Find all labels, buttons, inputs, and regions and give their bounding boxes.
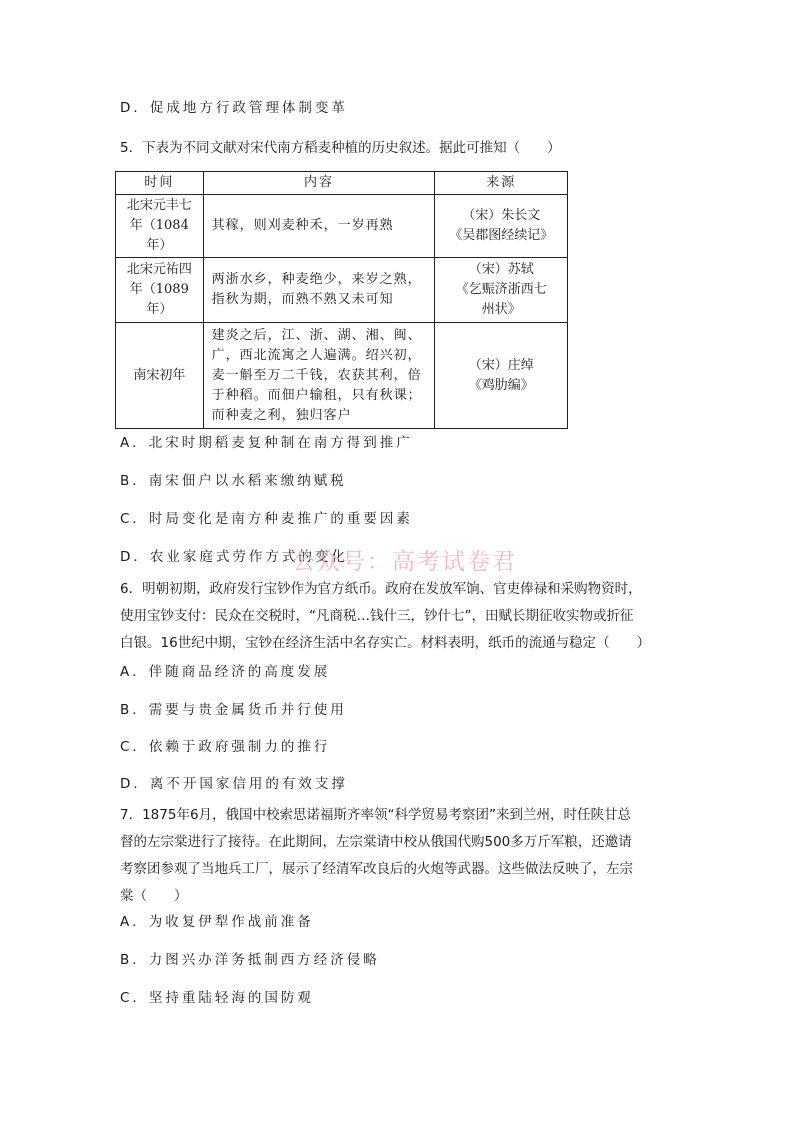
q5-option-c: C．时局变化是南方种麦推广的重要因素 (120, 511, 413, 527)
q5-option-d: D．农业家庭式劳作方式的变化 (120, 549, 348, 565)
cell-content: 建炎之后，江、浙、湖、湘、闽、 广，西北流寓之人遍满。绍兴初， 麦一斛至万二千钱，农获其利，倍 于种稻。而佃户输租，只有秋课； 而种麦之利，独归客户 (203, 323, 435, 429)
q6-option-d: D．离不开国家信用的有效支撑 (120, 776, 348, 792)
q7-option-b: B．力图兴办洋务抵制西方经济侵略 (120, 952, 380, 968)
cell-time: 南宋初年 (116, 323, 204, 429)
cell-time: 北宋元丰七 年（1084 年） (116, 195, 204, 258)
q6-option-c: C．依赖于政府强制力的推行 (120, 739, 331, 755)
q7-option-a: A．为收复伊犁作战前准备 (120, 914, 314, 930)
q5-stem: 5．下表为不同文献对宋代南方稻麦种植的历史叙述。据此可推知（ ） (120, 140, 561, 156)
q5-option-a: A．北宋时期稻麦复种制在南方得到推广 (120, 435, 413, 451)
cell-source: （宋）苏轼 《乞赈济浙西七 州状》 (435, 258, 568, 323)
q6-option-b: B．需要与贵金属货币并行使用 (120, 702, 347, 718)
source-table (115, 171, 568, 429)
cell-content: 两浙水乡，种麦绝少，来岁之熟， 指秋为期，而熟不熟又未可知 (203, 258, 435, 323)
cell-time: 北宋元祐四 年（1089 年） (116, 258, 204, 323)
table-row (116, 323, 568, 429)
table-row (116, 258, 568, 323)
watermark: 公众号：高考试卷君 (292, 549, 517, 575)
q4-option-d: D．促成地方行政管理体制变革 (120, 100, 348, 116)
header-source: 来源 (435, 172, 568, 195)
header-content: 内容 (203, 172, 435, 195)
q6-stem: 6．明朝初期，政府发行宝钞作为官方纸币。政府在发放军饷、官吏俸禄和采购物资时， 使用宝钞支付：民众在交税时，“凡商税…钱什三，钞什七”，田赋长期征收实物或折征 白银。16世纪中期，宝钞在经济生活中名存实亡。材料表明，纸币的流通与稳定（ ） (120, 581, 651, 651)
q5-option-b: B．南宋佃户以水稻来缴纳赋税 (120, 473, 347, 489)
cell-source: （宋）庄绰 《鸡肋编》 (435, 323, 568, 429)
cell-content: 其稼，则刈麦种禾，一岁再熟 (203, 195, 435, 258)
q7-stem: 7．1875年6月，俄国中校索思诺福斯齐率领“科学贸易考察团”来到兰州，时任陕甘总 督的左宗棠进行了接待。在此期间，左宗棠请中校从俄国代购500多万斤军粮，还邀请 考察团参观了当地兵工厂，展示了经清军改良后的火炮等武器。这些做法反映了，左宗 棠（ ） (120, 807, 633, 904)
cell-source: （宋）朱长文 《吴郡图经续记》 (435, 195, 568, 258)
q7-option-c: C．坚持重陆轻海的国防观 (120, 990, 314, 1006)
q6-option-a: A．伴随商品经济的高度发展 (120, 664, 331, 680)
header-time: 时间 (116, 172, 204, 195)
table-row (116, 195, 568, 258)
table-header-row (116, 172, 568, 195)
